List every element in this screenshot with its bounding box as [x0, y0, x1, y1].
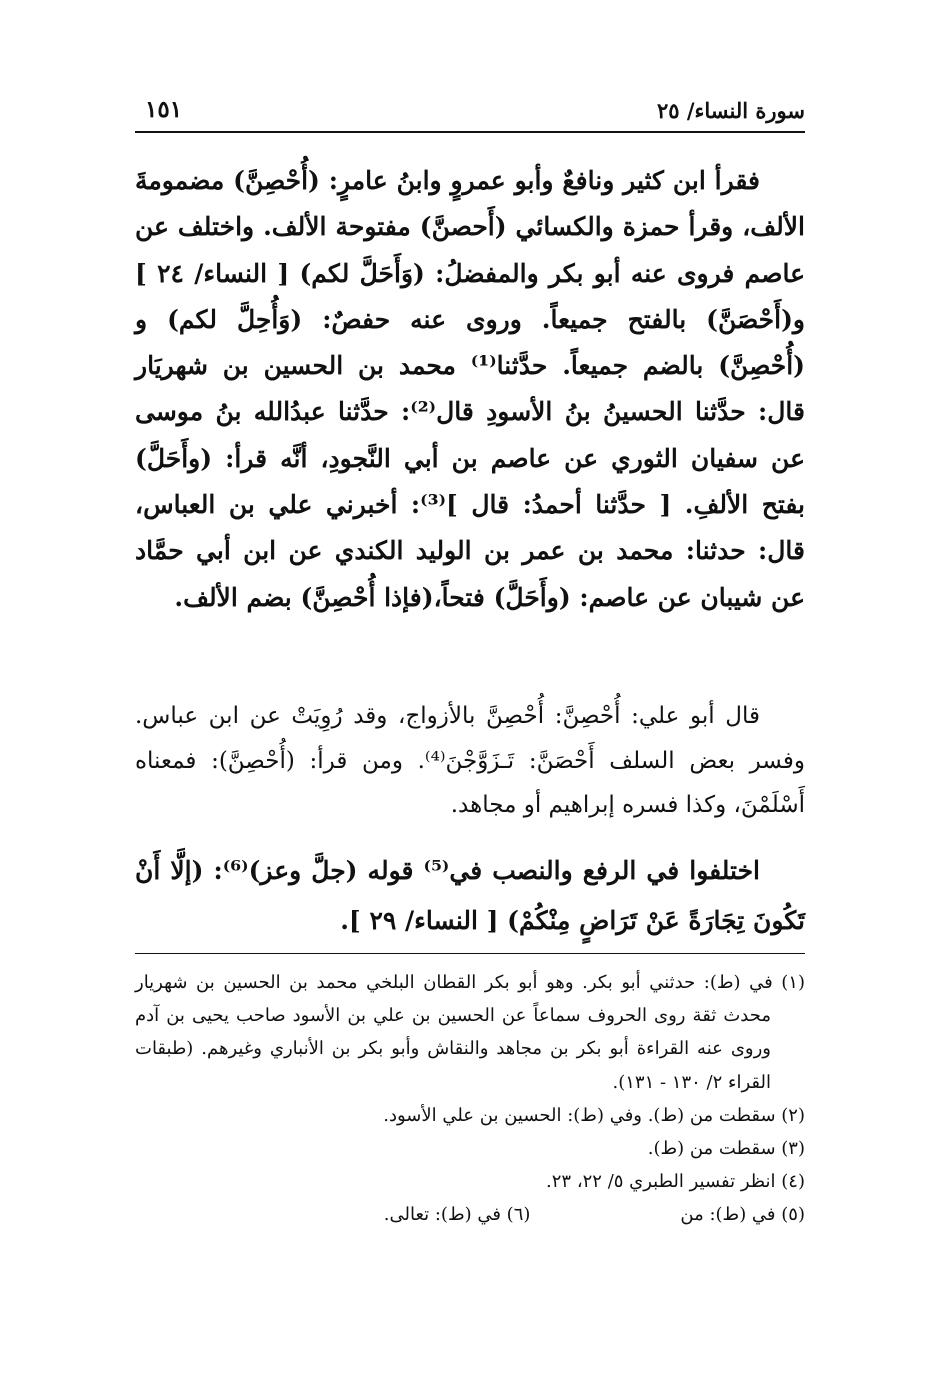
main-paragraph-3 [135, 846, 805, 946]
main-paragraph-1 [135, 158, 805, 621]
paragraph-text: قال أبو علي: أُحْصِنَّ: أُحْصِنَّ بالأزواج، وقد رُوِيَتْ عن ابن عباس. وفسر بعض السلف أَحْصَنَّ: تَـزَوَّجْنَ⁽⁴⁾. ومن قرأ: (أُحْصِنَّ): فمعناه أَسْلَمْنَ، وكذا فسره إبراهيم أو مجاهد. [135, 703, 805, 818]
footnotes [135, 966, 805, 1232]
footnote-1: (١) في (ط): حدثني أبو بكر. وهو أبو بكر القطان البلخي محمد بن الحسين بن شهريار محدث ثقة روى الحروف سماعاً عن الحسين بن علي بن الأسود صاحب يحيى بن آدم وروى عنه القراءة أبو بكر بن مجاهد والنقاش وأبو بكر بن الأنباري وغيرهم. (طبقات القراء ٢/ ١٣٠ - ١٣١). [135, 972, 805, 1093]
footnote-3: (٣) سقطت من (ط). [647, 1138, 805, 1160]
paragraph-text: فقرأ ابن كثير ونافعٌ وأبو عمروٍ وابنُ عامرٍ: (أُحْصِنَّ) مضمومةَ الألف، وقرأ حمزة والكسائي (أَحصنَّ) مفتوحة الألف. واختلف عن عاصم فروى عنه أبو بكر والمفضلُ: (وَأَحَلَّ لكم) [ النساء/ ٢٤ ] و(أَحْصَنَّ) بالفتح جميعاً. وروى عنه حفصٌ: (وَأُحِلَّ لكم) و (أُحْصِنَّ) بالضم جميعاً. حدَّثنا⁽¹⁾ محمد بن الحسين بن شهريَار قال: حدَّثنا الحسينُ بنُ الأسودِ قال⁽²⁾: حدَّثنا عبدُالله بنُ موسى عن سفيان الثوري عن عاصم بن أبي النَّجودِ، أنَّه قرأ: (وأَحَلَّ) بفتح الألفِ. [ حدَّثنا أحمدُ: قال ]⁽³⁾: أخبرني علي بن العباس، قال: حدثنا: محمد بن عمر بن الوليد الكندي عن ابن أبي حمَّاد عن شيبان عن عاصم: (وأَحَلَّ) فتحاً،(فإذا أُحْصِنَّ) بضم الألف. [135, 166, 805, 612]
page-number: ١٥١ [145, 96, 183, 123]
paragraph-text: اختلفوا في الرفع والنصب في⁽⁵⁾ قوله (جلَّ وعز)⁽⁶⁾: (إلَّا أَنْ تَكُونَ تِجَارَةً عَنْ تَرَاضٍ مِنْكُمْ) [ النساء/ ٢٩ ]. [135, 856, 805, 935]
footnote-separator [135, 953, 805, 954]
footnote-6: (٦) في (ط): تعالى. [383, 1204, 531, 1226]
footnote-5: (٥) في (ط): من [680, 1204, 805, 1226]
footnote-2: (٢) سقطت من (ط). وفي (ط): الحسين بن علي الأسود. [383, 1104, 805, 1126]
footnote-row [135, 1198, 805, 1231]
main-paragraph-2 [135, 694, 805, 828]
footnote-4: (٤) انظر تفسير الطبري ٥/ ٢٢، ٢٣. [546, 1171, 805, 1193]
surah-title: سورة النساء/ ٢٥ [656, 98, 805, 123]
header-rule [135, 131, 805, 133]
running-header [135, 92, 805, 132]
